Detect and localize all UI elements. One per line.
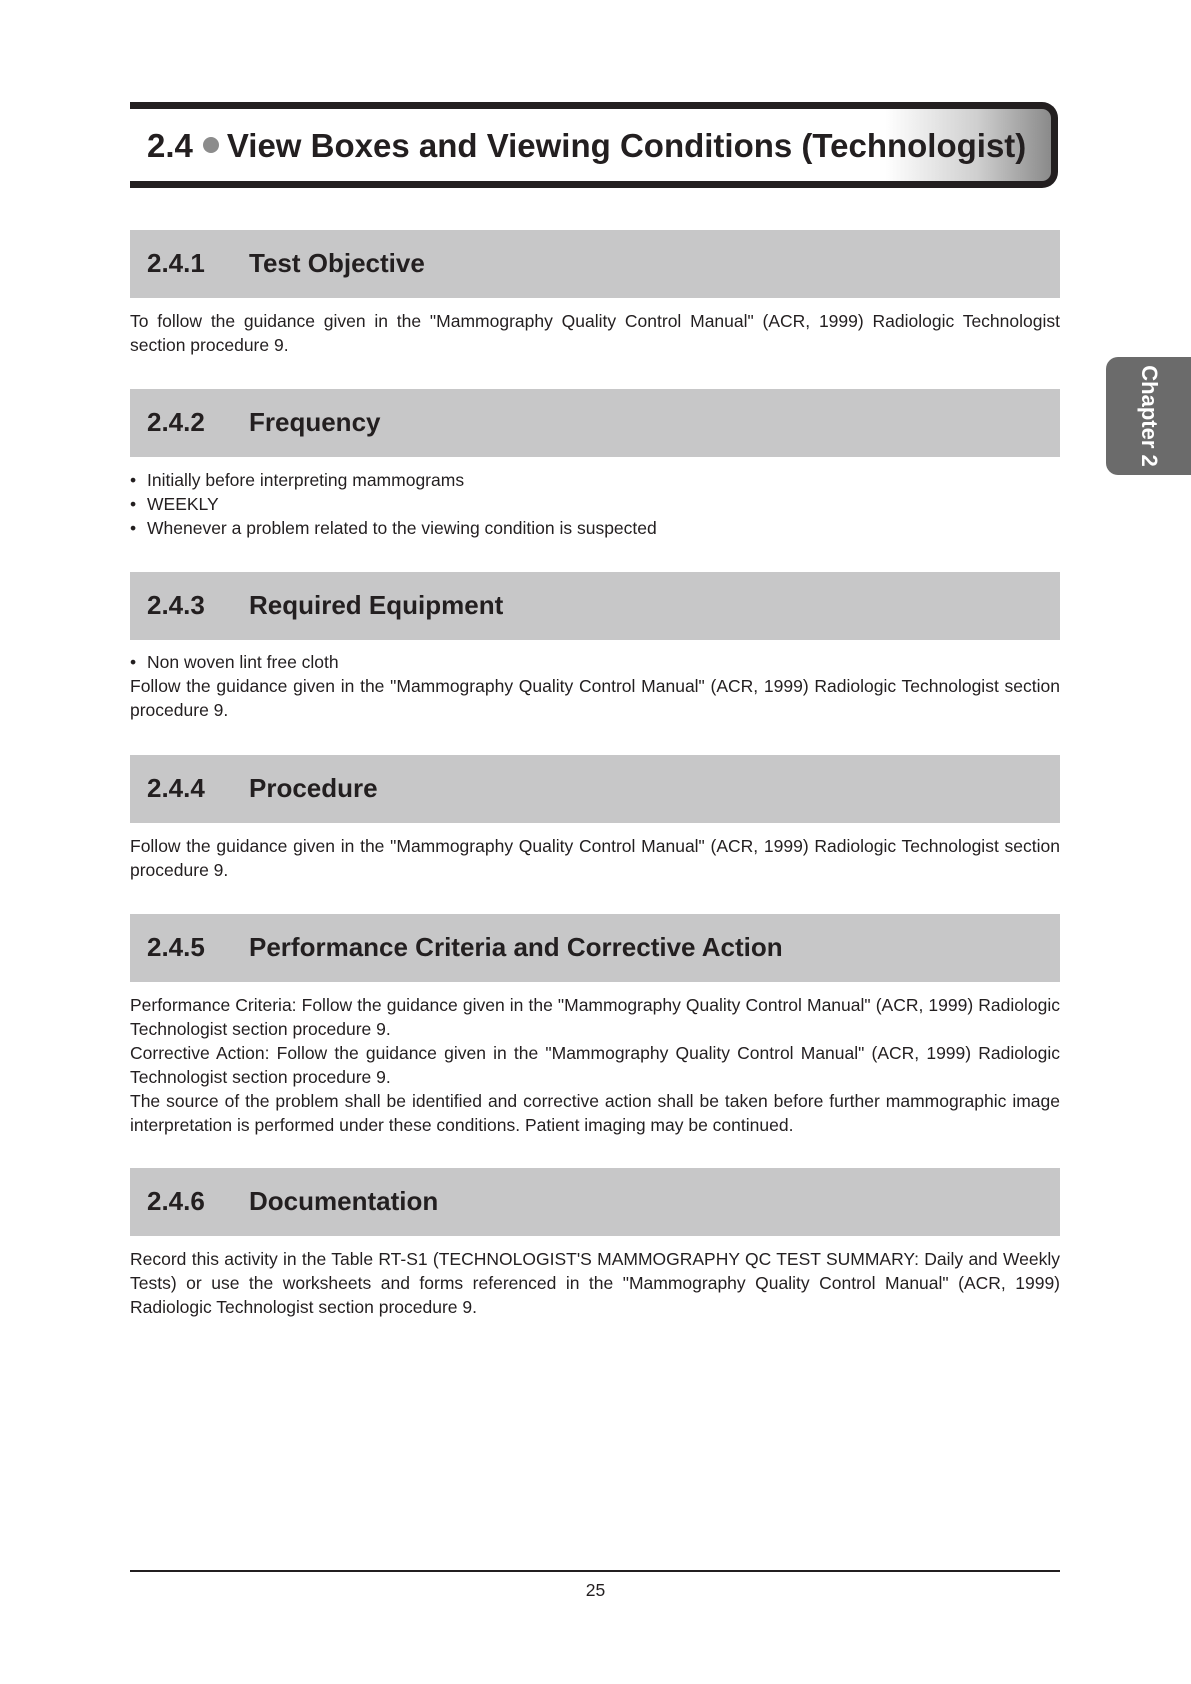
section-body-test-objective bbox=[130, 309, 1060, 357]
section-header-performance-criteria bbox=[130, 914, 1060, 982]
section-number: 2.4.1 bbox=[147, 248, 205, 278]
equipment-list bbox=[130, 650, 1060, 674]
paragraph: Record this activity in the Table RT-S1 (TECHNOLOGIST'S MAMMOGRAPHY QC TEST SUMMARY: Daily and Weekly Tests) or use the worksheets and forms referenced in the "Mammography Quality Control Manual" (ACR, 1999) Radiologic Technologist section procedure 9. bbox=[130, 1249, 1060, 1317]
section-body-procedure bbox=[130, 834, 1060, 882]
list-item: • Non woven lint free cloth bbox=[130, 650, 1060, 674]
section-title: Frequency bbox=[249, 407, 381, 437]
title-bullet-icon bbox=[203, 137, 219, 153]
section-body-frequency bbox=[130, 468, 1060, 540]
page-title bbox=[147, 127, 1026, 165]
title-number: 2.4 bbox=[147, 127, 193, 164]
section-number: 2.4.2 bbox=[147, 407, 205, 437]
section-title: Procedure bbox=[249, 773, 378, 803]
footer-divider bbox=[130, 1570, 1060, 1572]
page-number: 25 bbox=[585, 1580, 606, 1600]
section-number: 2.4.3 bbox=[147, 590, 205, 620]
section-header-frequency bbox=[130, 389, 1060, 457]
section-title: Performance Criteria and Corrective Action bbox=[249, 932, 783, 962]
paragraph: Corrective Action: Follow the guidance given in the "Mammography Quality Control Manual" (ACR, 1999) Radiologic Technologist section procedure 9. bbox=[130, 1043, 1060, 1087]
section-body-performance-criteria bbox=[130, 993, 1060, 1137]
frequency-list bbox=[130, 468, 1060, 540]
list-item: • WEEKLY bbox=[130, 492, 1060, 516]
section-body-documentation bbox=[130, 1247, 1060, 1319]
section-number: 2.4.4 bbox=[147, 773, 205, 803]
section-header-test-objective bbox=[130, 230, 1060, 298]
paragraph: Follow the guidance given in the "Mammography Quality Control Manual" (ACR, 1999) Radiologic Technologist section procedure 9. bbox=[130, 836, 1060, 880]
section-body-required-equipment bbox=[130, 650, 1060, 722]
section-header-documentation bbox=[130, 1168, 1060, 1236]
section-title: Required Equipment bbox=[249, 590, 504, 620]
section-number: 2.4.5 bbox=[147, 932, 205, 962]
section-header-procedure bbox=[130, 755, 1060, 823]
paragraph: The source of the problem shall be identified and corrective action shall be taken before further mammographic image interpretation is performed under these conditions. Patient imaging may be continued. bbox=[130, 1091, 1060, 1135]
paragraph: Follow the guidance given in the "Mammography Quality Control Manual" (ACR, 1999) Radiologic Technologist section procedure 9. bbox=[130, 676, 1060, 720]
paragraph: Performance Criteria: Follow the guidance given in the "Mammography Quality Control Manual" (ACR, 1999) Radiologic Technologist section procedure 9. bbox=[130, 995, 1060, 1039]
list-item: • Whenever a problem related to the viewing condition is suspected bbox=[130, 516, 1060, 540]
chapter-tab-label: Chapter 2 bbox=[1136, 365, 1162, 467]
title-text: View Boxes and Viewing Conditions (Technologist) bbox=[226, 127, 1027, 164]
section-title: Documentation bbox=[249, 1186, 439, 1216]
section-title-banner bbox=[130, 102, 1058, 188]
paragraph: To follow the guidance given in the "Mammography Quality Control Manual" (ACR, 1999) Radiologic Technologist section procedure 9. bbox=[130, 311, 1060, 355]
section-title: Test Objective bbox=[249, 248, 425, 278]
chapter-tab bbox=[1106, 357, 1191, 475]
list-item: • Initially before interpreting mammograms bbox=[130, 468, 1060, 492]
section-header-required-equipment bbox=[130, 572, 1060, 640]
section-number: 2.4.6 bbox=[147, 1186, 205, 1216]
